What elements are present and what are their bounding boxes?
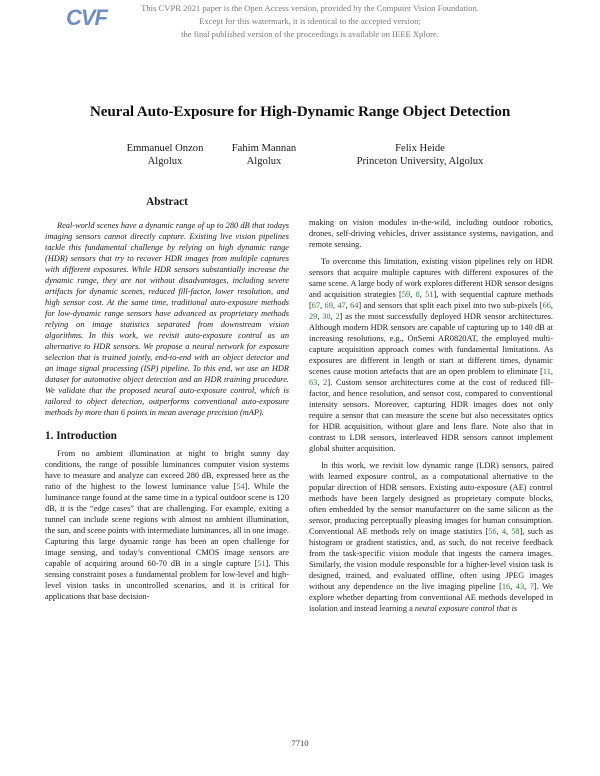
watermark-line: Except for this watermark, it is identical to the accepted version; bbox=[199, 16, 421, 26]
paper-title: Neural Auto-Exposure for High-Dynamic Range Object Detection bbox=[89, 103, 511, 120]
cvf-logo bbox=[64, 3, 112, 29]
watermark-line: This CVPR 2021 paper is the Open Access version, provided by the Computer Vision Foundation. bbox=[141, 3, 479, 13]
citation-link[interactable]: 4 bbox=[501, 527, 506, 536]
citation-link[interactable]: 54 bbox=[236, 482, 245, 491]
citation-link[interactable]: 43 bbox=[515, 582, 525, 591]
section-heading-introduction: 1. Introduction bbox=[45, 430, 117, 442]
citation-link[interactable]: 29 bbox=[309, 312, 318, 321]
citation-link[interactable]: 51 bbox=[425, 290, 434, 299]
page-number: 7710 bbox=[291, 738, 309, 748]
author-affiliation: Princeton University, Algolux bbox=[356, 156, 484, 167]
right-column bbox=[309, 217, 553, 620]
citation-link[interactable]: 2 bbox=[335, 312, 340, 321]
citation-link[interactable]: 67 bbox=[311, 301, 321, 310]
citation-link[interactable]: 7 bbox=[529, 582, 534, 591]
cvf-logo-text: CVF bbox=[66, 5, 107, 29]
citation-link[interactable]: 63 bbox=[309, 378, 318, 387]
citation-link[interactable]: 56 bbox=[488, 527, 497, 536]
citation-link[interactable]: 8 bbox=[415, 290, 420, 299]
author bbox=[214, 142, 314, 168]
intro-paragraph-2: To overcome this limitation, existing vision pipelines rely on HDR sensors that acquire multiple captures with different exposures of the same scene. A large body of work explores different HDR sensor designs and acquisition strategies [59, 8, 51], with sequential capture methods [67, 69, 47, 64] and sensors that split each pixel into two sub-pixels [66, 29, 30, 2] as the most successfully deployed HDR sensor architectures. Although modern HDR sensors are capable of capturing up to 140 dB at increasing resolutions, e.g., OnSemi AR0820AT, the employed multi-capture acquisition approach comes with fundamental limitations. As exposures are different in length or start at different times, dynamic scenes cause motion artefacts that are an open problem to eliminate [11, 63, 2]. Custom sensor architectures come at the cost of reduced fill-factor, and hence resolution, and sensor cost, compared to conventional intensity sensors. Moreover, capturing HDR images does not only require a sensor that can measure the scene but also necessitates optics for HDR acquisition, without glare and lens flare. Note also that in contrast to LDR sensors, interleaved HDR sensors cannot implement global shutter acquisition. bbox=[309, 257, 554, 453]
abstract-text: Real-world scenes have a dynamic range of up to 280 dB that todays imaging sensors cannot directly capture. Existing live vision pipelines tackle this fundamental challenge by relying on high dynamic range (HDR) sensors that try to recover HDR images from multiple captures with different exposures. While HDR sensors substantially increase the dynamic range, they are not without disadvantages, including severe artifacts for dynamic scenes, reduced fill-factor, lower resolution, and high sensor cost. At the same time, traditional auto-exposure methods for low-dynamic range sensors have advanced as proprietary methods relying on image statistics separated from downstream vision algorithms. In this work, we revisit auto-exposure control as an alternative to HDR sensors. We propose a neural network for exposure selection that is trained jointly, end-to-end with an object detector and an image signal processing (ISP) pipeline. To this end, we use an HDR dataset for automotive object detection and an HDR training procedure. We validate that the proposed neural auto-exposure control, which is tailored to object detection, outperforms conventional auto-exposure methods by more than 6 points in mean average precision (mAP). bbox=[45, 221, 289, 417]
citation-link[interactable]: 51 bbox=[257, 559, 266, 568]
intro-paragraph-1: From no ambient illumination at night to bright sunny day conditions, the range of possible luminances computer vision systems have to measure and analyze can exceed 280 dB, expressed here as the ratio of the highest to the lowest luminance value [54]. While the luminance range found at the same time in a typical outdoor scene is 120 dB, it is the “edge cases” that are challenging. For example, exiting a tunnel can include scene regions with almost no ambient illumination, the sun, and scene points with intermediate luminances, all in one image. Capturing this large dynamic range has been an open challenge for image sensing, and today’s conventional CMOS image sensors are capable of acquiring around 60-70 dB in a single capture [51]. This sensing constraint poses a fundamental problem for low-level and high-level vision tasks in uncontrolled scenarios, and it is critical for applications that base decision- bbox=[45, 449, 289, 601]
citation-link[interactable]: 69 bbox=[324, 301, 333, 310]
author-affiliation: Algolux bbox=[147, 156, 183, 167]
intro-paragraph-3: In this work, we revisit low dynamic range (LDR) sensors, paired with learned exposure control, as a computational alternative to the popular direction of HDR sensors. Existing auto-exposure (AE) control methods have been largely designed as proprietary compute blocks, often embedded by the sensor manufacturer on the same silicon as the sensor, producing perceptually pleasing images for human consumption. Conventional AE methods rely on image statistics [56, 4, 58], such as histogram or gradient statistics, and, as such, do not receive feedback from the task-specific vision module that ingests the camera images. Similarly, the vision module responsible for a higher-level vision task is designed, trained, and evaluated offline, often using JPEG images without any dependence on the live imaging pipeline [16, 43, 7]. We explore whether departing from conventional AE methods developed in isolation and instead learning a neural exposure control that is bbox=[309, 461, 554, 613]
open-access-watermark bbox=[140, 2, 480, 41]
author bbox=[115, 142, 215, 168]
citation-link[interactable]: 2 bbox=[323, 378, 328, 387]
author bbox=[340, 142, 500, 168]
citation-link[interactable]: 64 bbox=[350, 301, 359, 310]
emphasis-text: neural exposure control that is bbox=[414, 604, 518, 613]
author-name: Emmanuel Onzon bbox=[126, 143, 204, 154]
author-name: Fahim Mannan bbox=[231, 143, 297, 154]
author-affiliation: Algolux bbox=[246, 156, 282, 167]
author-name: Felix Heide bbox=[395, 143, 445, 154]
citation-link[interactable]: 66 bbox=[542, 301, 551, 310]
citation-link[interactable]: 30 bbox=[322, 312, 331, 321]
abstract-heading: Abstract bbox=[146, 196, 188, 208]
citation-link[interactable]: 59 bbox=[401, 290, 411, 299]
citation-link[interactable]: 16 bbox=[501, 582, 511, 591]
author-block bbox=[0, 142, 600, 182]
citation-link[interactable]: 58 bbox=[511, 527, 520, 536]
intro-paragraph-1-continued: making on vision modules in-the-wild, including outdoor robotics, drones, self-driving vehicles, driver assistance systems, navigation, and remote sensing. bbox=[309, 218, 553, 249]
citation-link[interactable]: 11 bbox=[542, 367, 551, 376]
citation-link[interactable]: 47 bbox=[337, 301, 346, 310]
watermark-line: the final published version of the proceedings is available on IEEE Xplore. bbox=[181, 29, 439, 39]
left-column bbox=[45, 190, 289, 608]
